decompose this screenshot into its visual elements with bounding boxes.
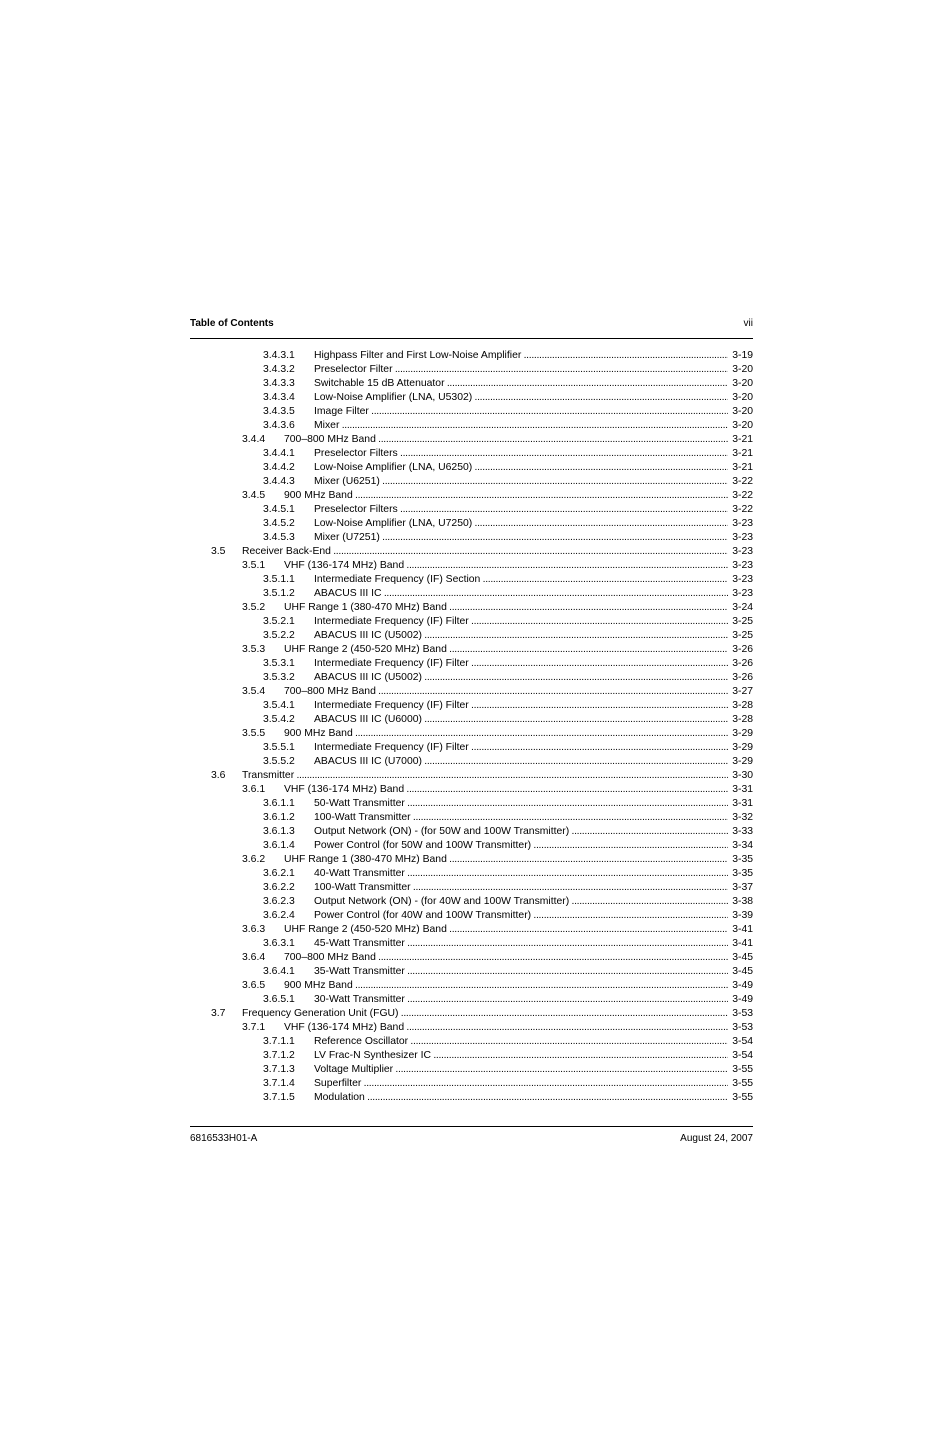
toc-entry-title: Output Network (ON) - (for 50W and 100W Transmitter) [314, 826, 570, 837]
toc-entry-number: 3.7.1.3 [263, 1064, 295, 1075]
toc-entry-title-leader [284, 1021, 728, 1035]
toc-entry-page: 3-20 [728, 377, 753, 391]
toc-entry[interactable] [0, 489, 926, 503]
toc-entry-number: 3.5.5 [242, 728, 266, 739]
toc-entry-number: 3.4.5.1 [263, 504, 295, 515]
toc-entry-page: 3-23 [728, 531, 753, 545]
toc-entry[interactable] [0, 685, 926, 699]
toc-entry[interactable] [0, 601, 926, 615]
toc-entry-title: Output Network (ON) - (for 40W and 100W Transmitter) [314, 896, 570, 907]
toc-entry-number: 3.5.2 [242, 602, 266, 613]
toc-entry-number: 3.5.2.1 [263, 616, 295, 627]
toc-entry-number: 3.4.3.4 [263, 392, 295, 403]
toc-entry-page: 3-22 [728, 489, 753, 503]
toc-entry[interactable] [0, 713, 926, 727]
toc-entry-title: 35-Watt Transmitter [314, 966, 405, 977]
toc-entry-title: Preselector Filter [314, 364, 393, 375]
toc-entry-title: Frequency Generation Unit (FGU) [242, 1008, 399, 1019]
toc-entry-title-leader [284, 685, 728, 699]
toc-entry[interactable] [0, 1077, 926, 1091]
toc-entry-title-leader [314, 391, 728, 405]
toc-entry-page: 3-21 [728, 447, 753, 461]
page-header-title: Table of Contents [190, 318, 274, 329]
toc-entry-page: 3-28 [728, 713, 753, 727]
toc-entry-page: 3-55 [728, 1077, 753, 1091]
toc-entry-title-leader [314, 1063, 728, 1077]
toc-entry[interactable] [0, 545, 926, 559]
toc-entry[interactable] [0, 433, 926, 447]
toc-entry-page: 3-41 [728, 923, 753, 937]
toc-entry-page: 3-27 [728, 685, 753, 699]
toc-entry[interactable] [0, 867, 926, 881]
toc-entry-title-leader [284, 489, 728, 503]
toc-entry-page: 3-20 [728, 419, 753, 433]
toc-entry-page: 3-53 [728, 1007, 753, 1021]
toc-entry-title: ABACUS III IC (U5002) [314, 672, 422, 683]
footer-date: August 24, 2007 [680, 1133, 753, 1144]
toc-entry-number: 3.5.5.1 [263, 742, 295, 753]
toc-entry-page: 3-23 [728, 587, 753, 601]
toc-entry[interactable] [0, 349, 926, 363]
toc-entry-page: 3-25 [728, 615, 753, 629]
toc-entry-title-leader [314, 993, 728, 1007]
toc-entry-page: 3-54 [728, 1049, 753, 1063]
toc-entry-title-leader [314, 839, 728, 853]
toc-entry-page: 3-23 [728, 517, 753, 531]
toc-entry-title: Low-Noise Amplifier (LNA, U5302) [314, 392, 473, 403]
toc-entry-title: 45-Watt Transmitter [314, 938, 405, 949]
toc-entry[interactable] [0, 419, 926, 433]
toc-entry-number: 3.6.3.1 [263, 938, 295, 949]
toc-entry-page: 3-49 [728, 979, 753, 993]
toc-entry-title: UHF Range 2 (450-520 MHz) Band [284, 644, 447, 655]
toc-entry[interactable] [0, 783, 926, 797]
toc-entry-title-leader [314, 741, 728, 755]
toc-entry[interactable] [0, 951, 926, 965]
toc-entry[interactable] [0, 405, 926, 419]
toc-entry-number: 3.4.5.3 [263, 532, 295, 543]
toc-entry-page: 3-55 [728, 1091, 753, 1105]
toc-entry-page: 3-19 [728, 349, 753, 363]
toc-entry-number: 3.5.5.2 [263, 756, 295, 767]
toc-entry-number: 3.5.4.1 [263, 700, 295, 711]
header-rule [190, 338, 753, 339]
toc-entry-title: ABACUS III IC (U7000) [314, 756, 422, 767]
toc-entry-title-leader [314, 811, 728, 825]
toc-entry-number: 3.5.1.2 [263, 588, 295, 599]
toc-entry-title-leader [314, 825, 728, 839]
toc-entry-title-leader [314, 1077, 728, 1091]
toc-entry-title-leader [314, 503, 728, 517]
toc-entry-page: 3-29 [728, 755, 753, 769]
toc-entry-number: 3.6.1.4 [263, 840, 295, 851]
toc-entry[interactable] [0, 531, 926, 545]
toc-entry[interactable] [0, 573, 926, 587]
toc-entry-title-leader [314, 909, 728, 923]
toc-entry-page: 3-34 [728, 839, 753, 853]
toc-entry[interactable] [0, 923, 926, 937]
toc-entry[interactable] [0, 643, 926, 657]
toc-entry-title: Intermediate Frequency (IF) Filter [314, 700, 469, 711]
toc-entry[interactable] [0, 727, 926, 741]
toc-entry-title-leader [242, 769, 728, 783]
page-header-number: vii [743, 318, 753, 329]
toc-entry[interactable] [0, 797, 926, 811]
toc-entry-title: Mixer (U7251) [314, 532, 380, 543]
toc-entry[interactable] [0, 769, 926, 783]
toc-entry-number: 3.6.5 [242, 980, 266, 991]
toc-entry-title: VHF (136-174 MHz) Band [284, 784, 405, 795]
toc-entry-page: 3-32 [728, 811, 753, 825]
toc-entry-title: UHF Range 1 (380-470 MHz) Band [284, 854, 447, 865]
toc-entry-title-leader [284, 853, 728, 867]
toc-entry-number: 3.4.5 [242, 490, 266, 501]
toc-entry-number: 3.4.5.2 [263, 518, 295, 529]
toc-entry-title-leader [284, 643, 728, 657]
toc-entry[interactable] [0, 811, 926, 825]
toc-entry-number: 3.6.1.3 [263, 826, 295, 837]
toc-entry-title: LV Frac-N Synthesizer IC [314, 1050, 432, 1061]
footer-doc-number: 6816533H01-A [190, 1133, 258, 1144]
toc-entry-title-leader [314, 363, 728, 377]
toc-entry-number: 3.7.1.2 [263, 1050, 295, 1061]
toc-entry[interactable] [0, 615, 926, 629]
toc-entry-title: Receiver Back-End [242, 546, 331, 557]
toc-entry[interactable] [0, 825, 926, 839]
toc-entry-number: 3.5.4 [242, 686, 266, 697]
toc-entry-title: Superfilter [314, 1078, 362, 1089]
toc-entry-page: 3-20 [728, 363, 753, 377]
toc-entry-page: 3-21 [728, 433, 753, 447]
toc-entry-number: 3.5.3 [242, 644, 266, 655]
toc-entry[interactable] [0, 979, 926, 993]
toc-entry[interactable] [0, 559, 926, 573]
toc-entry-number: 3.5.3.2 [263, 672, 295, 683]
toc-entry-title-leader [284, 783, 728, 797]
toc-entry[interactable] [0, 937, 926, 951]
toc-entry-title: 700–800 MHz Band [284, 952, 376, 963]
toc-entry-title-leader [242, 1007, 728, 1021]
toc-entry-number: 3.6.2.1 [263, 868, 295, 879]
toc-entry-page: 3-26 [728, 671, 753, 685]
toc-entry[interactable] [0, 1035, 926, 1049]
toc-entry-page: 3-37 [728, 881, 753, 895]
toc-entry-page: 3-33 [728, 825, 753, 839]
toc-entry[interactable] [0, 377, 926, 391]
toc-entry-page: 3-54 [728, 1035, 753, 1049]
toc-entry-title-leader [314, 475, 728, 489]
toc-entry-title-leader [284, 727, 728, 741]
toc-entry-title-leader [314, 1091, 728, 1105]
toc-entry-title-leader [314, 895, 728, 909]
toc-entry-number: 3.4.4 [242, 434, 266, 445]
toc-entry-number: 3.6.5.1 [263, 994, 295, 1005]
toc-entry-title: 100-Watt Transmitter [314, 882, 411, 893]
toc-entry-title-leader [314, 349, 728, 363]
toc-entry-number: 3.7.1.1 [263, 1036, 295, 1047]
toc-entry-title-leader [314, 965, 728, 979]
toc-entry-page: 3-38 [728, 895, 753, 909]
toc-entry-number: 3.5.1 [242, 560, 266, 571]
toc-entry[interactable] [0, 447, 926, 461]
toc-entry-title: 50-Watt Transmitter [314, 798, 405, 809]
toc-entry-page: 3-35 [728, 867, 753, 881]
toc-entry-title-leader [242, 545, 728, 559]
toc-entry-number: 3.4.4.3 [263, 476, 295, 487]
toc-entry-title: 40-Watt Transmitter [314, 868, 405, 879]
toc-entry-page: 3-29 [728, 741, 753, 755]
toc-entry-page: 3-23 [728, 573, 753, 587]
toc-entry[interactable] [0, 993, 926, 1007]
toc-entry-page: 3-26 [728, 643, 753, 657]
toc-entry-title-leader [284, 951, 728, 965]
toc-entry-number: 3.6.1.1 [263, 798, 295, 809]
toc-entry-title: UHF Range 2 (450-520 MHz) Band [284, 924, 447, 935]
toc-entry[interactable] [0, 503, 926, 517]
toc-entry-page: 3-45 [728, 951, 753, 965]
toc-entry-title: Intermediate Frequency (IF) Filter [314, 616, 469, 627]
footer-rule [190, 1126, 753, 1127]
toc-entry-title-leader [314, 699, 728, 713]
toc-entry-number: 3.5 [211, 546, 226, 557]
toc-entry-page: 3-53 [728, 1021, 753, 1035]
toc-entry-title: 900 MHz Band [284, 490, 353, 501]
toc-entry-title-leader [314, 531, 728, 545]
toc-entry-title-leader [284, 979, 728, 993]
toc-entry-title: VHF (136-174 MHz) Band [284, 560, 405, 571]
toc-entry[interactable] [0, 699, 926, 713]
toc-entry-number: 3.6.3 [242, 924, 266, 935]
toc-entry-title: 30-Watt Transmitter [314, 994, 405, 1005]
toc-entry-title-leader [314, 671, 728, 685]
toc-entry[interactable] [0, 671, 926, 685]
toc-entry[interactable] [0, 755, 926, 769]
toc-entry-title: Low-Noise Amplifier (LNA, U7250) [314, 518, 473, 529]
toc-entry-title: ABACUS III IC (U6000) [314, 714, 422, 725]
toc-entry-title: Mixer (U6251) [314, 476, 380, 487]
toc-entry-title-leader [314, 937, 728, 951]
toc-entry-number: 3.6.1.2 [263, 812, 295, 823]
toc-entry-title-leader [314, 419, 728, 433]
toc-entry-page: 3-20 [728, 405, 753, 419]
toc-entry-title-leader [314, 1049, 728, 1063]
toc-entry-title: ABACUS III IC (U5002) [314, 630, 422, 641]
toc-entry-title: 900 MHz Band [284, 980, 353, 991]
toc-entry-number: 3.6.2.4 [263, 910, 295, 921]
toc-entry-title: VHF (136-174 MHz) Band [284, 1022, 405, 1033]
toc-entry-page: 3-26 [728, 657, 753, 671]
toc-entry-title-leader [314, 1035, 728, 1049]
toc-entry-title: Reference Oscillator [314, 1036, 409, 1047]
toc-entry-number: 3.4.3.6 [263, 420, 295, 431]
toc-entry-number: 3.7 [211, 1008, 226, 1019]
toc-entry-page: 3-45 [728, 965, 753, 979]
toc-entry[interactable] [0, 881, 926, 895]
toc-entry-title-leader [314, 797, 728, 811]
toc-entry[interactable] [0, 657, 926, 671]
toc-entry-title: 700–800 MHz Band [284, 686, 376, 697]
toc-entry-title-leader [314, 657, 728, 671]
toc-entry[interactable] [0, 517, 926, 531]
toc-entry[interactable] [0, 1007, 926, 1021]
toc-entry-title-leader [314, 461, 728, 475]
toc-entry[interactable] [0, 853, 926, 867]
toc-entry-number: 3.7.1.4 [263, 1078, 295, 1089]
toc-entry-number: 3.5.1.1 [263, 574, 295, 585]
toc-entry-title-leader [314, 405, 728, 419]
toc-entry-page: 3-41 [728, 937, 753, 951]
toc-entry-title: Intermediate Frequency (IF) Filter [314, 658, 469, 669]
toc-entry-title: Transmitter [242, 770, 295, 781]
toc-entry-page: 3-31 [728, 783, 753, 797]
toc-entry-number: 3.6.2.2 [263, 882, 295, 893]
toc-entry-title-leader [314, 867, 728, 881]
toc-entry-title: ABACUS III IC [314, 588, 382, 599]
toc-entry-title: Image Filter [314, 406, 369, 417]
toc-entry-page: 3-22 [728, 503, 753, 517]
toc-entry[interactable] [0, 363, 926, 377]
toc-entry-title-leader [314, 377, 728, 391]
toc-entry-title-leader [314, 587, 728, 601]
toc-entry-title-leader [284, 601, 728, 615]
toc-entry-title: UHF Range 1 (380-470 MHz) Band [284, 602, 447, 613]
toc-entry-title-leader [284, 559, 728, 573]
toc-entry[interactable] [0, 895, 926, 909]
toc-entry-title-leader [314, 755, 728, 769]
toc-entry[interactable] [0, 391, 926, 405]
toc-entry-title: Highpass Filter and First Low-Noise Amplifier [314, 350, 522, 361]
toc-entry-number: 3.5.4.2 [263, 714, 295, 725]
toc-entry-title: Power Control (for 40W and 100W Transmitter) [314, 910, 532, 921]
toc-entry[interactable] [0, 629, 926, 643]
toc-entry-page: 3-49 [728, 993, 753, 1007]
toc-entry-number: 3.4.3.5 [263, 406, 295, 417]
toc-entry-page: 3-31 [728, 797, 753, 811]
toc-entry-title: Modulation [314, 1092, 365, 1103]
toc-entry-title-leader [314, 447, 728, 461]
toc-entry-page: 3-23 [728, 559, 753, 573]
toc-entry[interactable] [0, 741, 926, 755]
toc-entry-number: 3.7.1.5 [263, 1092, 295, 1103]
toc-entry-title-leader [314, 629, 728, 643]
toc-entry-title-leader [314, 713, 728, 727]
toc-entry-page: 3-28 [728, 699, 753, 713]
toc-entry-page: 3-55 [728, 1063, 753, 1077]
toc-entry-number: 3.6.2.3 [263, 896, 295, 907]
toc-entry-page: 3-20 [728, 391, 753, 405]
toc-entry[interactable] [0, 587, 926, 601]
toc-entry-title: Low-Noise Amplifier (LNA, U6250) [314, 462, 473, 473]
toc-entry-number: 3.5.2.2 [263, 630, 295, 641]
toc-entry-title: Mixer [314, 420, 340, 431]
toc-entry-number: 3.6 [211, 770, 226, 781]
toc-entry-title-leader [314, 615, 728, 629]
toc-entry-number: 3.6.4 [242, 952, 266, 963]
toc-entry[interactable] [0, 461, 926, 475]
toc-entry-title: Preselector Filters [314, 448, 398, 459]
toc-entry-page: 3-24 [728, 601, 753, 615]
toc-entry-page: 3-25 [728, 629, 753, 643]
toc-entry-title: Preselector Filters [314, 504, 398, 515]
toc-entry[interactable] [0, 475, 926, 489]
toc-entry-title-leader [284, 433, 728, 447]
toc-entry[interactable] [0, 965, 926, 979]
toc-entry[interactable] [0, 839, 926, 853]
toc-entry-title: Power Control (for 50W and 100W Transmitter) [314, 840, 532, 851]
toc-entry-title: 100-Watt Transmitter [314, 812, 411, 823]
toc-entry-page: 3-29 [728, 727, 753, 741]
toc-entry-number: 3.4.4.1 [263, 448, 295, 459]
toc-entry-page: 3-23 [728, 545, 753, 559]
toc-entry-number: 3.4.4.2 [263, 462, 295, 473]
toc-entry-number: 3.4.3.3 [263, 378, 295, 389]
toc-entry-title: Intermediate Frequency (IF) Filter [314, 742, 469, 753]
toc-entry-page: 3-22 [728, 475, 753, 489]
toc-entry-title: 700–800 MHz Band [284, 434, 376, 445]
toc-entry-number: 3.6.1 [242, 784, 266, 795]
toc-entry-number: 3.6.4.1 [263, 966, 295, 977]
toc-entry-page: 3-35 [728, 853, 753, 867]
toc-entry-number: 3.4.3.1 [263, 350, 295, 361]
toc-entry-page: 3-30 [728, 769, 753, 783]
toc-entry[interactable] [0, 909, 926, 923]
toc-entry-title: Intermediate Frequency (IF) Section [314, 574, 481, 585]
toc-entry[interactable] [0, 1063, 926, 1077]
toc-entry[interactable] [0, 1021, 926, 1035]
toc-entry-title: Voltage Multiplier [314, 1064, 394, 1075]
toc-entry-page: 3-21 [728, 461, 753, 475]
toc-entry-number: 3.6.2 [242, 854, 266, 865]
toc-entry-number: 3.4.3.2 [263, 364, 295, 375]
toc-entry-title-leader [314, 573, 728, 587]
toc-entry-title-leader [314, 881, 728, 895]
toc-entry-title-leader [314, 517, 728, 531]
toc-entry-title: 900 MHz Band [284, 728, 353, 739]
toc-entry[interactable] [0, 1091, 926, 1105]
toc-entry[interactable] [0, 1049, 926, 1063]
toc-entry-number: 3.5.3.1 [263, 658, 295, 669]
toc-entry-title-leader [284, 923, 728, 937]
toc-entry-number: 3.7.1 [242, 1022, 266, 1033]
toc-entry-page: 3-39 [728, 909, 753, 923]
toc-entry-title: Switchable 15 dB Attenuator [314, 378, 445, 389]
